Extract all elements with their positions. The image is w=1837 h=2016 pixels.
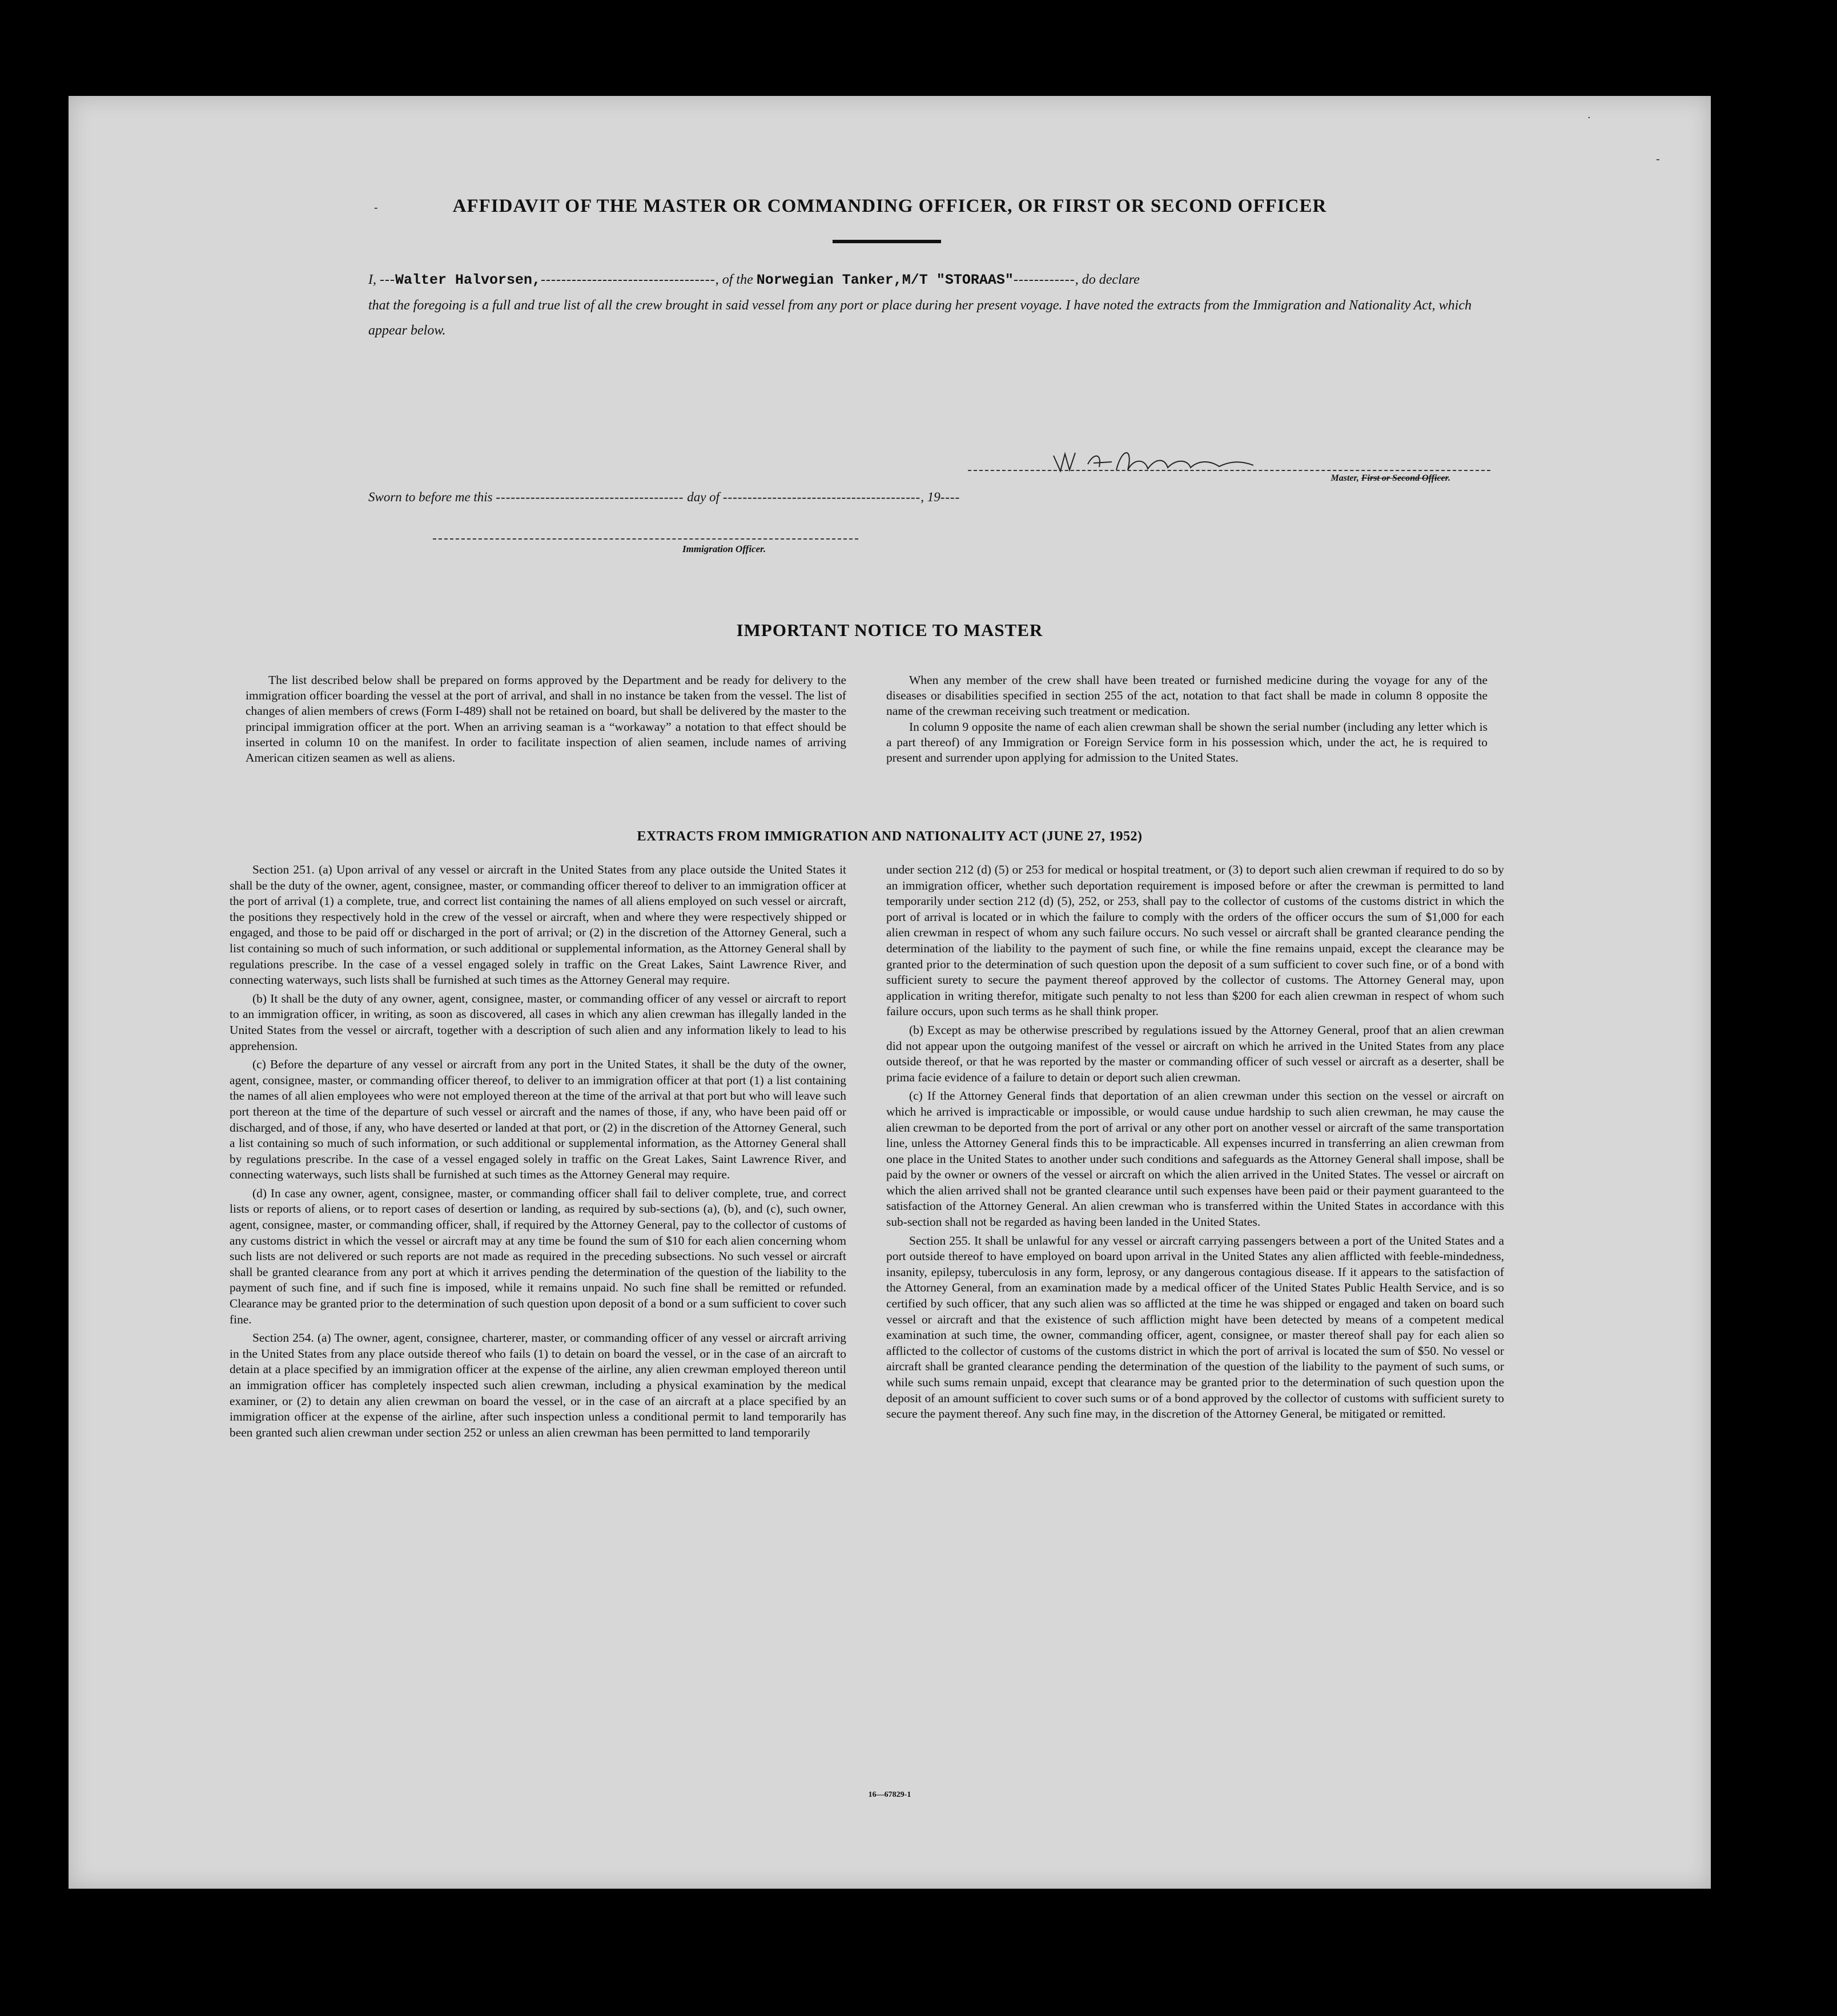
document-page: [69, 96, 1711, 1889]
extracts-left-column: [230, 862, 846, 1443]
extract-paragraph: (d) In case any owner, agent, consignee, master, or commanding officer shall fail to deliver complete, true, and correct lists or reports of aliens, or to report cases of desertion or landing, as required by sub-sections (a), (b), and (c), such owner, agent, consignee, master, or commanding officer, shall, if required by the Attorney General, pay to the collector of customs of any customs district in which the vessel or aircraft may at any time be found the sum of $10 for each alien concerning whom such lists are not delivered or such reports are not made as required in the preceding subsections. No such vessel or aircraft shall be granted clearance from any port at which it arrives pending the determination of the question of the liability to the payment of such fine, and if such fine is imposed, while it remains unpaid. No such fine shall be remitted or refunded. Clearance may be granted prior to the determination of such question upon deposit of a bond or a sum sufficient to cover such fine.: [230, 1186, 846, 1326]
declaration-body: that the foregoing is a full and true list of all the crew brought in said vessel from any port or place during her present voyage. I have noted the extracts from the Immigration and Nationality Act, which appear below.: [368, 298, 1472, 338]
title-rule: [833, 240, 941, 243]
immigration-officer-label: Immigration Officer.: [682, 544, 766, 554]
extract-paragraph: (c) If the Attorney General finds that deportation of an alien crewman under this section on the vessel or aircraft on which he arrived is impracticable or impossible, or would cause undue hardship to such alien crewman, he may cause the alien crewman to be deported from the port of arrival or any other port on another vessel or aircraft of the same transportation line, unless the Attorney General finds this to be impracticable. All expenses incurred in transferring an alien crewman from one place in the United States to another under such conditions and safeguards as the Attorney General shall impose, shall be paid by the owner or owners of the vessel or aircraft on which the alien arrived in the United States. The vessel or aircraft on which the alien arrived shall not be granted clearance until such expenses have been paid or their payment guaranteed to the satisfaction of the Attorney General. An alien crewman who is transferred within the United States in accordance with this sub-section shall not be regarded as having been landed in the United States.: [886, 1089, 1504, 1229]
declaration-prefix: I,: [368, 272, 380, 287]
margin-mark: .: [1587, 108, 1591, 121]
of-the-label: of the: [722, 272, 753, 287]
extract-paragraph: (b) It shall be the duty of any owner, agent, consignee, master, or commanding officer of any vessel or aircraft to report to an immigration officer, in writing, as soon as discovered, all cases in which any alien crewman has illegally landed in the United States from the vessel or aircraft, together with a description of such alien and any information likely to lead to his apprehension.: [230, 991, 846, 1053]
signature-image: [1048, 441, 1288, 481]
form-number: 16—67829-1: [868, 1790, 911, 1799]
sworn-line: Sworn to before me this -------------------------------------- day of ----------------------------------------, 19----: [368, 490, 960, 504]
notice-paragraph: When any member of the crew shall have been treated or furnished medicine during the voyage for any of the diseases or disabilities specified in section 255 of the act, notation to that fact shall be made in column 8 opposite the name of the crewman receiving such treatment or medication.: [886, 673, 1488, 718]
day-of-label: day of: [687, 490, 720, 504]
extracts-right-column: [886, 862, 1504, 1425]
margin-mark: -: [374, 202, 378, 214]
extract-paragraph: under section 212 (d) (5) or 253 for medical or hospital treatment, or (3) to deport such alien crewman if required to do so by an immigration officer, whether such deportation requirement is imposed before or after the crewman is permitted to land temporarily under section 212 (d) (5), 252, or 253, shall pay to the collector of customs of the customs district in which the port of arrival is located or in which the failure to comply with the orders of the officer occurs the sum of $1,000 for each alien crewman in respect of whom any such failure occurs. No such vessel or aircraft shall be granted clearance pending the determination of the liability to the payment of such fine, or while the fine remains unpaid, except the clearance may be granted prior to the determination of such question upon the deposit of a sum sufficient to cover such fine, or of a bond with sufficient surety to secure the payment thereof approved by the collector of customs. The Attorney General may, upon application in writing therefor, mitigate such penalty to not less than $200 for each alien crewman in respect of whom such failure occurs, upon such terms as he shall think proper.: [886, 863, 1504, 1019]
margin-mark: -: [1656, 153, 1660, 166]
do-declare-label: do declare: [1082, 272, 1140, 287]
master-signature-block: [968, 441, 1490, 487]
immigration-officer-line: [433, 538, 858, 540]
notice-paragraph: The list described below shall be prepared on forms approved by the Department and be ready for delivery to the immigration officer boarding the vessel at the port of arrival, and shall in no instance be taken from the vessel. The list of changes of alien members of crews (Form I-489) shall not be retained on board, but shall be delivered by the master to the principal immigration officer at the port. When an arriving seaman is a “workaway” a notation to that effect should be inserted in column 10 on the manifest. In order to facilitate inspection of alien seamen, include names of arriving American citizen seamen as well as aliens.: [246, 673, 846, 765]
sworn-prefix: Sworn to before me this: [368, 490, 493, 504]
declaration: I, ---Walter Halvorsen,----------------------------------, of the Norwegian Tanker,M/T "STORAAS"------------, do declare that the foregoing is a full and true list of all the crew brought in said vessel from any port or place during her present voyage. I have noted the extracts from the Immigration and Nationality Act, which appear below.: [368, 272, 1472, 338]
extract-paragraph: (b) Except as may be otherwise prescribed by regulations issued by the Attorney General, proof that an alien crewman did not appear upon the outgoing manifest of the vessel or aircraft on which he arrived in the United States from any place outside thereof, or that he was reported by the master or commanding officer of such vessel or aircraft as a deserter, shall be prima facie evidence of a failure to detain or deport such alien crewman.: [886, 1023, 1504, 1084]
master-name: Walter Halvorsen,: [395, 272, 541, 288]
extracts-title: EXTRACTS FROM IMMIGRATION AND NATIONALITY ACT (JUNE 27, 1952): [637, 829, 1143, 844]
year-prefix: 19: [927, 490, 940, 504]
affidavit-title: AFFIDAVIT OF THE MASTER OR COMMANDING OFFICER, OR FIRST OR SECOND OFFICER: [452, 196, 1327, 216]
extract-paragraph: Section 254. (a) The owner, agent, consignee, charterer, master, or commanding officer of any vessel or aircraft arriving in the United States from any place outside thereof who fails (1) to detain on board the vessel, or in the case of an aircraft to detain at a place specified by an immigration officer at the expense of the airline, any alien crewman employed thereon until an immigration officer has completely inspected such alien crewman, including a physical examination by the medical examiner, or (2) to detain any alien crewman on board the vessel, or in the case of an aircraft at a place specified by an immigration officer at the expense of the airline, after such inspection unless a conditional permit to land temporarily has been granted such alien crewman under section 252 or unless an alien crewman has been permitted to land temporarily: [230, 1331, 846, 1439]
notice-title: IMPORTANT NOTICE TO MASTER: [736, 620, 1043, 640]
vessel-name: Norwegian Tanker,M/T "STORAAS": [756, 272, 1014, 288]
notice-right-column: [886, 673, 1488, 766]
signature-label: Master, First or Second Officer.: [1330, 473, 1450, 483]
notice-paragraph: In column 9 opposite the name of each alien crewman shall be shown the serial number (including any letter which is a part thereof) of any Immigration or Foreign Service form in his possession which, under the act, he is required to present and surrender upon applying for admission to the United States.: [886, 719, 1488, 765]
extract-paragraph: Section 251. (a) Upon arrival of any vessel or aircraft in the United States from any place outside the United States it shall be the duty of the owner, agent, consignee, master, or commanding officer thereof to deliver to an immigration officer at the port of arrival (1) a complete, true, and correct list containing the names of all aliens employed on such vessel or aircraft, the positions they respectively hold in the crew of the vessel or aircraft, when and where they were respectively shipped or engaged, and those to be paid off or discharged in the port of arrival; or (2) in the discretion of the Attorney General, such a list containing so much of such information, or such additional or supplemental information, as the Attorney General shall by regulations prescribe. In the case of a vessel engaged solely in traffic on the Great Lakes, Saint Lawrence River, and connecting waterways, such lists shall be furnished at such times as the Attorney General may require.: [230, 863, 846, 987]
extract-paragraph: Section 255. It shall be unlawful for any vessel or aircraft carrying passengers between a port of the United States and a port outside thereof to have employed on board upon arrival in the United States any alien afflicted with feeble-mindedness, insanity, epilepsy, tuberculosis in any form, leprosy, or any dangerous contagious disease. If it appears to the satisfaction of the Attorney General, from an examination made by a medical officer of the United States Public Health Service, and is so certified by such officer, that any such alien was so afflicted at the time he was shipped or engaged and taken on board such vessel or aircraft and that the existence of such affliction might have been detected by means of a competent medical examination at such time, the owner, commanding officer, agent, consignee, or master thereof shall pay for each alien so afflicted to the collector of customs of the customs district in which the port of arrival is located the sum of $50. No vessel or aircraft shall be granted clearance pending the determination of the question of the liability to the payment of such sums, or while such sums remain unpaid, except that clearance may be granted prior to the determination of such question upon the deposit of an amount sufficient to cover such sums or of a bond approved by the collector of customs with sufficient surety to secure the payment thereof. Any such fine may, in the discretion of the Attorney General, be mitigated or remitted.: [886, 1233, 1504, 1421]
extract-paragraph: (c) Before the departure of any vessel or aircraft from any port in the United States, it shall be the duty of the owner, agent, consignee, master, or commanding officer thereof, to deliver to an immigration officer at that port (1) a list containing the names of all alien employees who were not employed thereon at the time of the arrival at that port but who will leave such port thereon at the time of the departure of such vessel or aircraft and the names of those, if any, who have been paid off or discharged, and of those, if any, who have deserted or landed at that port, or (2) in the discretion of the Attorney General, such a list containing so much of such information, or such additional or supplemental information, as the Attorney General shall by regulations prescribe. In the case of a vessel engaged solely in traffic on the Great Lakes, Saint Lawrence River, and connecting waterways, such lists shall be furnished at such times as the Attorney General may require.: [230, 1057, 846, 1182]
notice-left-column: [246, 673, 846, 766]
